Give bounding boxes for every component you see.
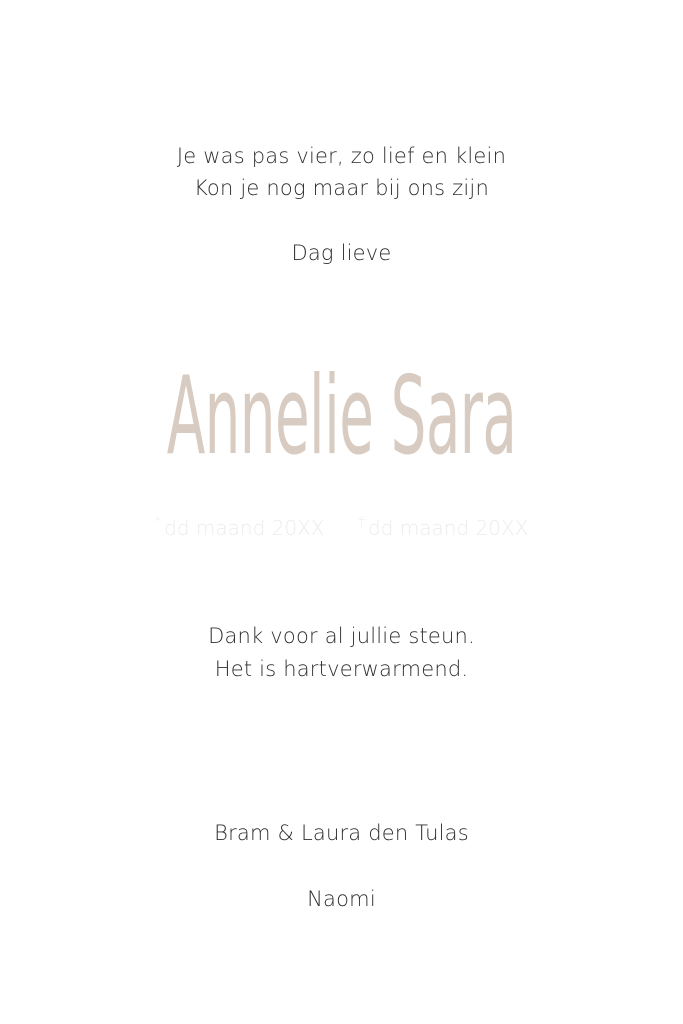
death-date: dd maand 20XX <box>368 516 529 540</box>
birth-symbol: * <box>154 515 162 530</box>
signature-sibling: Naomi <box>307 887 376 911</box>
signature-parents: Bram & Laura den Tulas <box>214 821 469 845</box>
birth-date: dd maand 20XX <box>164 516 325 540</box>
death-symbol: † <box>358 515 365 530</box>
deceased-name: Annelie Sara <box>166 354 517 479</box>
thanks-line-2: Het is hartverwarmend. <box>214 657 469 681</box>
thanks-line-1: Dank voor al jullie steun. <box>208 624 475 648</box>
life-dates <box>0 515 683 540</box>
farewell-text: Dag lieve <box>291 241 392 265</box>
poem-line-1: Je was pas vier, zo lief en klein <box>176 144 507 168</box>
poem-line-2: Kon je nog maar bij ons zijn <box>194 176 489 200</box>
